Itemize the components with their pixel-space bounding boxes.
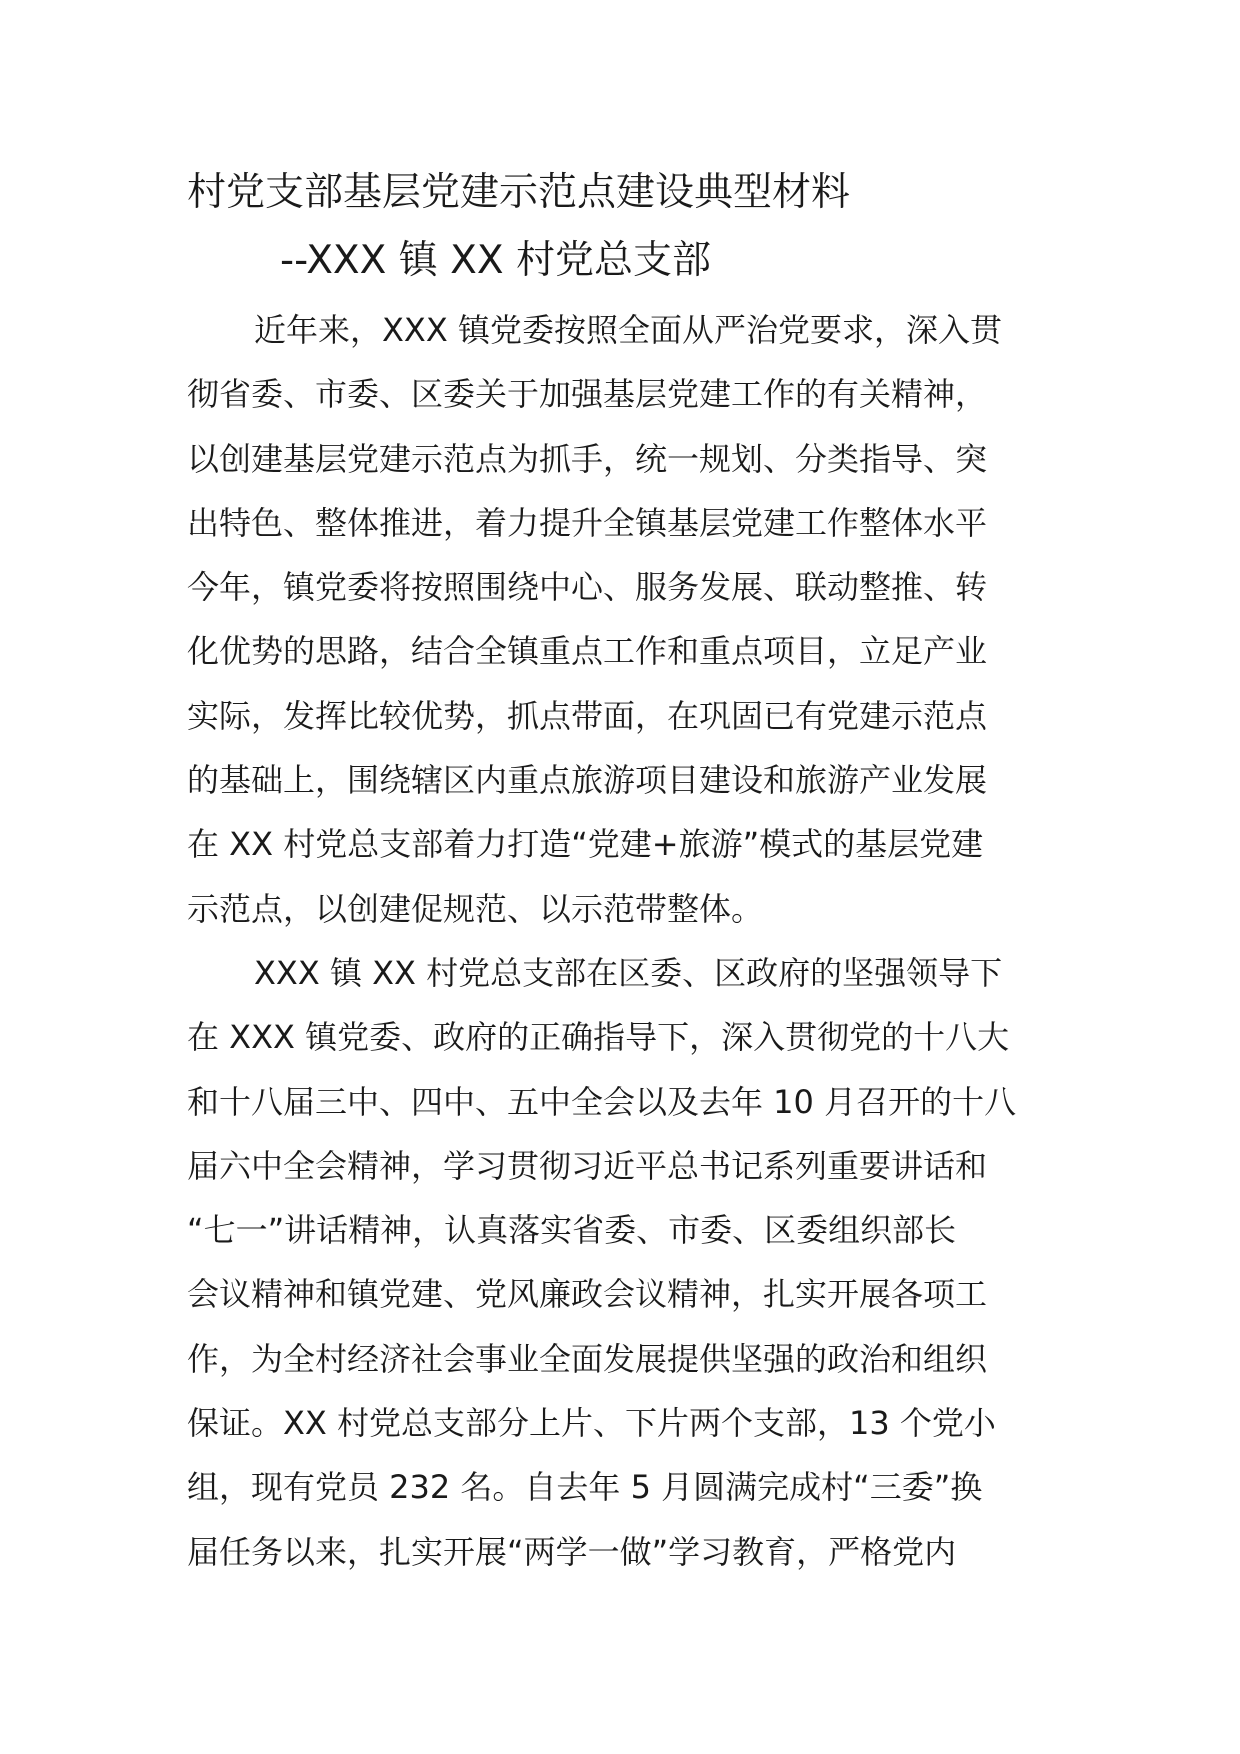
paragraph-line: 作，为全村经济社会事业全面发展提供坚强的政治和组织 (187, 1339, 988, 1378)
paragraph-line: 今年，镇党委将按照围绕中心、服务发展、联动整推、转 (187, 568, 988, 607)
paragraph-line: 示范点，以创建促规范、以示范带整体。 (187, 889, 764, 928)
document-subtitle: --XXX 镇 XX 村党总支部 (280, 238, 711, 283)
paragraph-line: 在 XXX 镇党委、政府的正确指导下，深入贯彻党的十八大 (187, 1018, 1010, 1057)
document-body (187, 298, 1067, 1584)
paragraph-line: 实际，发挥比较优势，抓点带面，在巩固已有党建示范点 (187, 696, 988, 735)
paragraph-line: 组，现有党员 232 名。自去年 5 月圆满完成村“三委”换 (187, 1468, 983, 1507)
paragraph-line: 出特色、整体推进，着力提升全镇基层党建工作整体水平 (187, 503, 988, 542)
paragraph-line: XXX 镇 XX 村党总支部在区委、区政府的坚强领导下 (254, 953, 1003, 992)
paragraph-2 (187, 941, 1067, 1584)
document-title: 村党支部基层党建示范点建设典型材料 (187, 170, 851, 215)
paragraph-line: 会议精神和镇党建、党风廉政会议精神，扎实开展各项工 (187, 1275, 988, 1314)
paragraph-line: 彻省委、市委、区委关于加强基层党建工作的有关精神， (187, 375, 988, 414)
paragraph-line: 的基础上，围绕辖区内重点旅游项目建设和旅游产业发展 (187, 761, 988, 800)
paragraph-line: 和十八届三中、四中、五中全会以及去年 10 月召开的十八 (187, 1082, 1017, 1121)
paragraph-line: 届任务以来，扎实开展“两学一做”学习教育，严格党内 (187, 1532, 957, 1571)
paragraph-line: 保证。XX 村党总支部分上片、下片两个支部，13 个党小 (187, 1404, 996, 1443)
paragraph-line: 届六中全会精神，学习贯彻习近平总书记系列重要讲话和 (187, 1146, 988, 1185)
paragraph-line: 以创建基层党建示范点为抓手，统一规划、分类指导、突 (187, 439, 988, 478)
paragraph-line: 在 XX 村党总支部着力打造“党建+旅游”模式的基层党建 (187, 825, 984, 864)
paragraph-line: 化优势的思路，结合全镇重点工作和重点项目，立足产业 (187, 632, 988, 671)
paragraph-line: “七一”讲话精神，认真落实省委、市委、区委组织部长 (187, 1211, 957, 1250)
paragraph-1 (187, 298, 1067, 941)
paragraph-line: 近年来，XXX 镇党委按照全面从严治党要求，深入贯 (254, 311, 1002, 349)
